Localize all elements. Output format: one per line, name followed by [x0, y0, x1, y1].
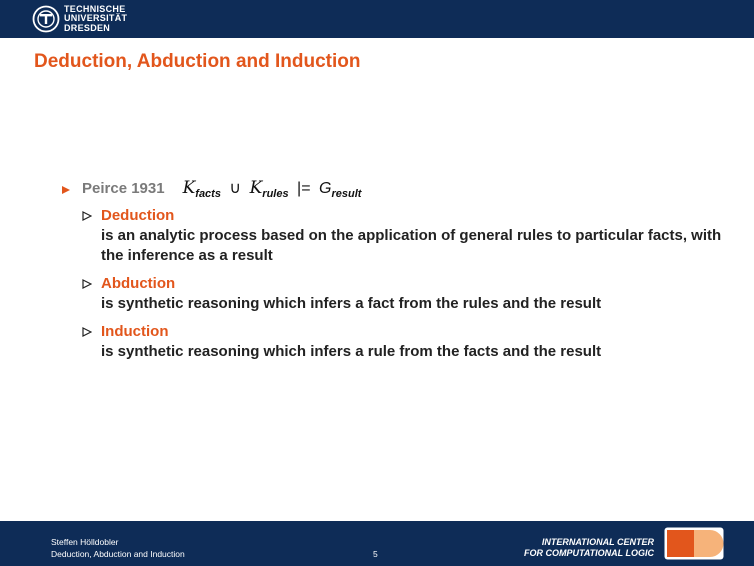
item-body-abduction: is synthetic reasoning which infers a fact from the rules and the result	[101, 295, 602, 312]
iccl-line-2: FOR COMPUTATIONAL LOGIC	[524, 548, 654, 558]
formula-k2: K	[249, 178, 263, 198]
formula-g-sub: result	[331, 188, 362, 200]
bullet-label: Peirce 1931	[82, 180, 165, 197]
footer-bar	[0, 521, 754, 566]
page-number: 5	[373, 549, 378, 559]
item-title-induction: Induction	[101, 323, 169, 340]
footer-author: Steffen Hölldobler	[51, 537, 119, 547]
item-title-abduction: Abduction	[101, 275, 176, 292]
item-body-deduction: is an analytic process based on the application of general rules to particular facts, with the inference as a result	[101, 227, 722, 264]
logo-text-line-1: TECHNISCHE	[64, 3, 126, 14]
formula	[183, 178, 362, 198]
list-item	[82, 274, 722, 314]
header-bar	[0, 0, 754, 38]
logo-text-line-3: DRESDEN	[64, 22, 111, 33]
footer-subtitle: Deduction, Abduction and Induction	[51, 549, 185, 559]
formula-g: G	[319, 180, 332, 197]
slide-title: Deduction, Abduction and Induction	[34, 51, 361, 72]
formula-entails: |=	[297, 180, 311, 197]
formula-k2-sub: rules	[262, 188, 289, 200]
hollow-triangle-icon	[82, 279, 92, 289]
iccl-name	[524, 537, 654, 559]
iccl-logo-icon	[664, 527, 724, 560]
hollow-triangle-icon	[82, 327, 92, 337]
hollow-triangle-icon	[82, 211, 92, 221]
bullet-triangle-icon	[62, 186, 70, 194]
main-bullet	[62, 178, 722, 198]
formula-union: ∪	[229, 180, 242, 197]
formula-k1: K	[182, 178, 196, 198]
item-body-induction: is synthetic reasoning which infers a rule from the facts and the result	[101, 343, 602, 360]
tu-emblem-icon	[32, 5, 60, 33]
formula-k1-sub: facts	[195, 188, 221, 200]
item-title-deduction: Deduction	[101, 207, 175, 224]
list-item	[82, 206, 722, 266]
logo-text-line-2: UNIVERSITÄT	[64, 13, 128, 24]
slide-content	[62, 178, 722, 370]
tu-dresden-logo	[32, 4, 127, 34]
list-item	[82, 322, 722, 362]
iccl-line-1: INTERNATIONAL CENTER	[541, 537, 654, 547]
sub-list	[82, 206, 722, 362]
